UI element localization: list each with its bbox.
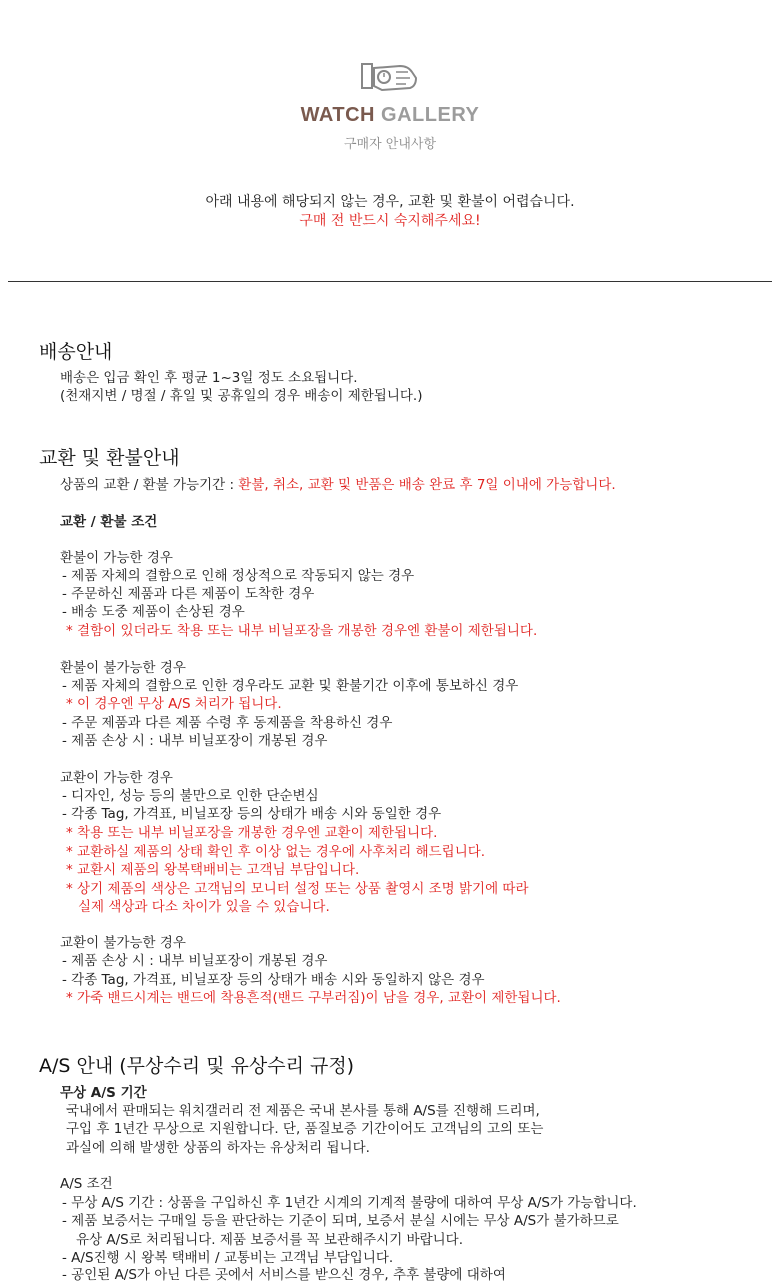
list-item: - 무상 A/S 기간 : 상품을 구입하신 후 1년간 시계의 기계적 불량에 대하여 무상 A/S가 가능합니다.	[62, 1195, 637, 1211]
warning-note: 실제 색상과 다소 차이가 있을 수 있습니다.	[78, 899, 330, 915]
brand-logo: WATCH GALLERY	[300, 104, 480, 126]
list-item: - 디자인, 성능 등의 불만으로 인한 단순변심	[62, 788, 319, 804]
list-item: - 주문하신 제품과 다른 제품이 도착한 경우	[62, 586, 315, 602]
list-item: - 제품 손상 시 : 내부 비닐포장이 개봉된 경우	[62, 733, 328, 749]
list-item: - 공인된 A/S가 아닌 다른 곳에서 서비스를 받으신 경우, 추후 불량에 대하여	[62, 1267, 506, 1283]
period-label: 상품의 교환 / 환불 가능기간 :	[60, 477, 239, 493]
notice-line: 아래 내용에 해당되지 않는 경우, 교환 및 환불이 어렵습니다.	[205, 194, 575, 210]
list-item: - 각종 Tag, 가격표, 비닐포장 등의 상태가 배송 시와 동일한 경우	[62, 806, 442, 822]
shipping-line: 배송은 입금 확인 후 평균 1~3일 정도 소요됩니다.	[60, 370, 358, 386]
conditions-title: 교환 / 환불 조건	[60, 514, 158, 530]
divider	[8, 281, 772, 282]
list-item: - 제품 보증서는 구매일 등을 판단하는 기준이 되며, 보증서 분실 시에는 무상 A/S가 불가하므로	[62, 1213, 619, 1229]
watch-box-icon	[360, 58, 420, 98]
notice	[0, 193, 780, 231]
list-item: - 배송 도중 제품이 손상된 경우	[62, 604, 245, 620]
warning-note: * 교환시 제품의 왕복택배비는 고객님 부담입니다.	[66, 862, 360, 878]
period-value: 환불, 취소, 교환 및 반품은 배송 완료 후 7일 이내에 가능합니다.	[238, 477, 616, 493]
as-cond-title: A/S 조건	[60, 1176, 113, 1192]
warning-note: * 교환하실 제품의 상태 확인 후 이상 없는 경우에 사후처리 해드립니다.	[66, 844, 486, 860]
section-title-shipping: 배송안내	[39, 341, 113, 363]
section-title-as: A/S 안내 (무상수리 및 유상수리 규정)	[39, 1055, 355, 1077]
warning-note: * 착용 또는 내부 비닐포장을 개봉한 경우엔 교환이 제한됩니다.	[66, 825, 438, 841]
refund-no-title: 환불이 불가능한 경우	[60, 660, 186, 676]
notice-warning: 구매 전 반드시 숙지해주세요!	[299, 213, 481, 229]
exchange-ok-title: 교환이 가능한 경우	[60, 770, 173, 786]
list-item: 유상 A/S로 처리됩니다. 제품 보증서를 꼭 보관해주시기 바랍니다.	[76, 1232, 463, 1248]
period-line	[60, 476, 616, 494]
as-free-title: 무상 A/S 기간	[60, 1085, 147, 1101]
as-free-text: 과실에 의해 발생한 상품의 하자는 유상처리 됩니다.	[66, 1140, 370, 1156]
shipping-line: (천재지변 / 명절 / 휴일 및 공휴일의 경우 배송이 제한됩니다.)	[60, 388, 423, 404]
refund-ok-title: 환불이 가능한 경우	[60, 550, 173, 566]
list-item: - A/S진행 시 왕복 택배비 / 교통비는 고객님 부담입니다.	[62, 1250, 394, 1266]
list-item: - 각종 Tag, 가격표, 비닐포장 등의 상태가 배송 시와 동일하지 않은 경우	[62, 972, 485, 988]
header	[0, 58, 780, 152]
warning-note: * 상기 제품의 색상은 고객님의 모니터 설정 또는 상품 촬영시 조명 밝기에 따라	[66, 881, 529, 897]
list-item: - 주문 제품과 다른 제품 수령 후 동제품을 착용하신 경우	[62, 715, 393, 731]
list-item: - 제품 자체의 결함으로 인한 경우라도 교환 및 환불기간 이후에 통보하신 경우	[62, 678, 519, 694]
section-title-exchange: 교환 및 환불안내	[39, 447, 180, 469]
warning-note: * 이 경우엔 무상 A/S 처리가 됩니다.	[66, 696, 282, 712]
page-subtitle: 구매자 안내사항	[343, 137, 437, 152]
warning-note: * 가죽 밴드시계는 밴드에 착용흔적(밴드 구부러짐)이 남을 경우, 교환이 제한됩니다.	[66, 990, 561, 1006]
list-item: - 제품 자체의 결함으로 인해 정상적으로 작동되지 않는 경우	[62, 568, 415, 584]
exchange-no-title: 교환이 불가능한 경우	[60, 935, 186, 951]
warning-note: * 결함이 있더라도 착용 또는 내부 비닐포장을 개봉한 경우엔 환불이 제한됩니다.	[66, 623, 538, 639]
as-free-text: 국내에서 판매되는 워치갤러리 전 제품은 국내 본사를 통해 A/S를 진행해 드리며,	[66, 1103, 540, 1119]
list-item: - 제품 손상 시 : 내부 비닐포장이 개봉된 경우	[62, 953, 328, 969]
as-free-text: 구입 후 1년간 무상으로 지원합니다. 단, 품질보증 기간이어도 고객님의 고의 또는	[66, 1121, 544, 1137]
